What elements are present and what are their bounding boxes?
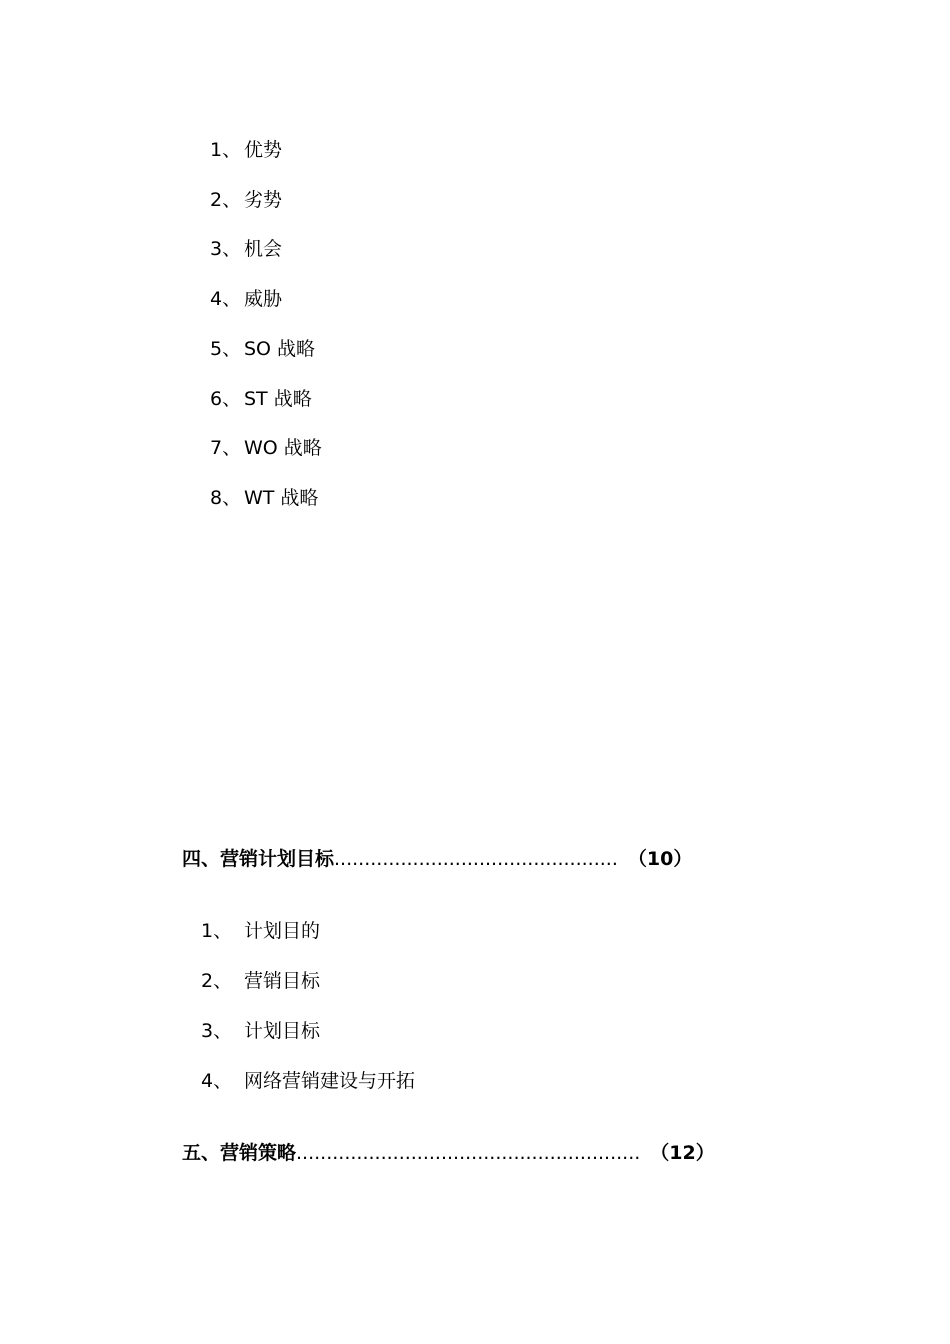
item-number: 2、 (210, 189, 242, 211)
dot-leader: ......................................................... (296, 1142, 641, 1164)
item-number: 1、 (201, 920, 233, 942)
heading-title: 四、营销计划目标 (182, 848, 335, 870)
item-number: 1、 (210, 139, 242, 161)
item-number: 4、 (210, 288, 242, 310)
item-number: 5、 (210, 338, 242, 360)
item-number: 7、 (210, 437, 242, 459)
item-label: WT 战略 (244, 487, 319, 509)
item-number: 6、 (210, 388, 242, 410)
item-label: 网络营销建设与开拓 (244, 1070, 416, 1092)
item-label: 劣势 (244, 189, 283, 211)
item-label: 威胁 (244, 288, 283, 310)
toc-heading-section-4 (182, 846, 693, 872)
item-number: 4、 (201, 1070, 233, 1092)
toc-heading-section-5 (182, 1140, 715, 1166)
heading-title: 五、营销策略 (182, 1142, 297, 1164)
item-label: WO 战略 (244, 437, 322, 459)
dot-leader: ............................................... (334, 848, 618, 870)
item-number: 3、 (201, 1020, 233, 1042)
item-label: 计划目标 (244, 1020, 321, 1042)
item-number: 8、 (210, 487, 242, 509)
item-label: 优势 (244, 139, 283, 161)
item-label: 机会 (244, 238, 283, 260)
page-number: （10） (627, 848, 693, 870)
item-label: SO 战略 (244, 338, 316, 360)
item-number: 2、 (201, 970, 233, 992)
item-label: ST 战略 (244, 388, 312, 410)
item-label: 营销目标 (244, 970, 321, 992)
page-number: （12） (650, 1142, 715, 1164)
item-number: 3、 (210, 238, 242, 260)
item-label: 计划目的 (244, 920, 321, 942)
